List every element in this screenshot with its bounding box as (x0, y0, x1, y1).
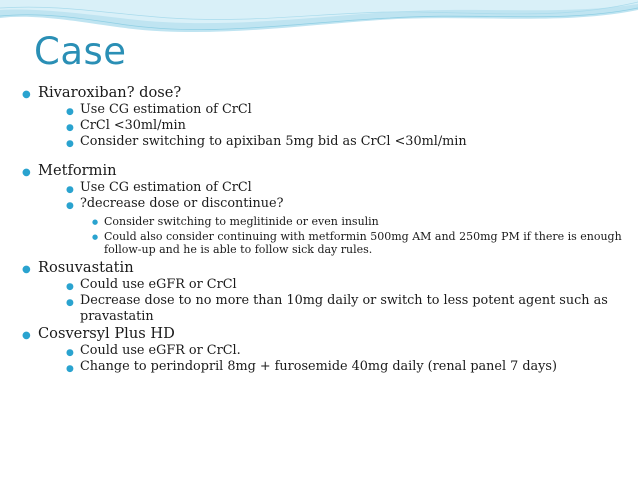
sub-bullet: ● Use CG estimation of CrCl (22, 102, 622, 118)
bullet-dot-icon: ● (66, 185, 74, 195)
bullet-dot-icon: ● (92, 233, 99, 241)
bullet-rosuvastatin: ● Rosuvastatin (22, 259, 622, 277)
sub-bullet: ● ?decrease dose or discontinue? (22, 196, 622, 212)
sub-bullet: ● Decrease dose to no more than 10mg daily or switch to less potent agent such as pravastatin (66, 293, 608, 324)
slide-content (22, 84, 622, 375)
sub-bullet: ● CrCl <30ml/min (22, 118, 622, 134)
bullet-dot-icon: ● (92, 218, 99, 226)
bullet-dot-icon: ● (66, 282, 74, 292)
sub-sub-bullet: ● Consider switching to meglitinide or even insulin (92, 215, 379, 228)
sub-bullet: ● Use CG estimation of CrCl (22, 180, 622, 196)
bullet-dot-icon: ● (66, 139, 74, 149)
sub-bullet: ● Could use eGFR or CrCl. (22, 343, 622, 359)
bullet-dot-icon: ● (66, 201, 74, 211)
bullet-rivaroxiban: ● Rivaroxiban? dose? (22, 84, 622, 102)
bullet-dot-icon: ● (22, 89, 31, 100)
sub-bullet: ● Change to perindopril 8mg + furosemide 40mg daily (renal panel 7 days) (22, 359, 622, 375)
bullet-metformin: ● Metformin (22, 162, 622, 180)
bullet-dot-icon: ● (66, 123, 74, 133)
sub-bullet: ● Could use eGFR or CrCl (22, 277, 622, 293)
bullet-dot-icon: ● (22, 264, 31, 275)
bullet-dot-icon: ● (22, 330, 31, 341)
bullet-cosversyl: ● Cosversyl Plus HD (22, 325, 622, 343)
bullet-dot-icon: ● (66, 348, 74, 358)
bullet-dot-icon: ● (66, 107, 74, 117)
bullet-dot-icon: ● (66, 364, 74, 374)
sub-sub-bullet: ● Could also consider continuing with metformin 500mg AM and 250mg PM if there is enough follow-up and he is able to follow sick day rules. (92, 230, 622, 256)
sub-bullet: ● Consider switching to apixiban 5mg bid as CrCl <30ml/min (22, 134, 622, 150)
bullet-dot-icon: ● (66, 298, 74, 308)
bullet-dot-icon: ● (22, 167, 31, 178)
slide-title: Case (34, 30, 127, 73)
